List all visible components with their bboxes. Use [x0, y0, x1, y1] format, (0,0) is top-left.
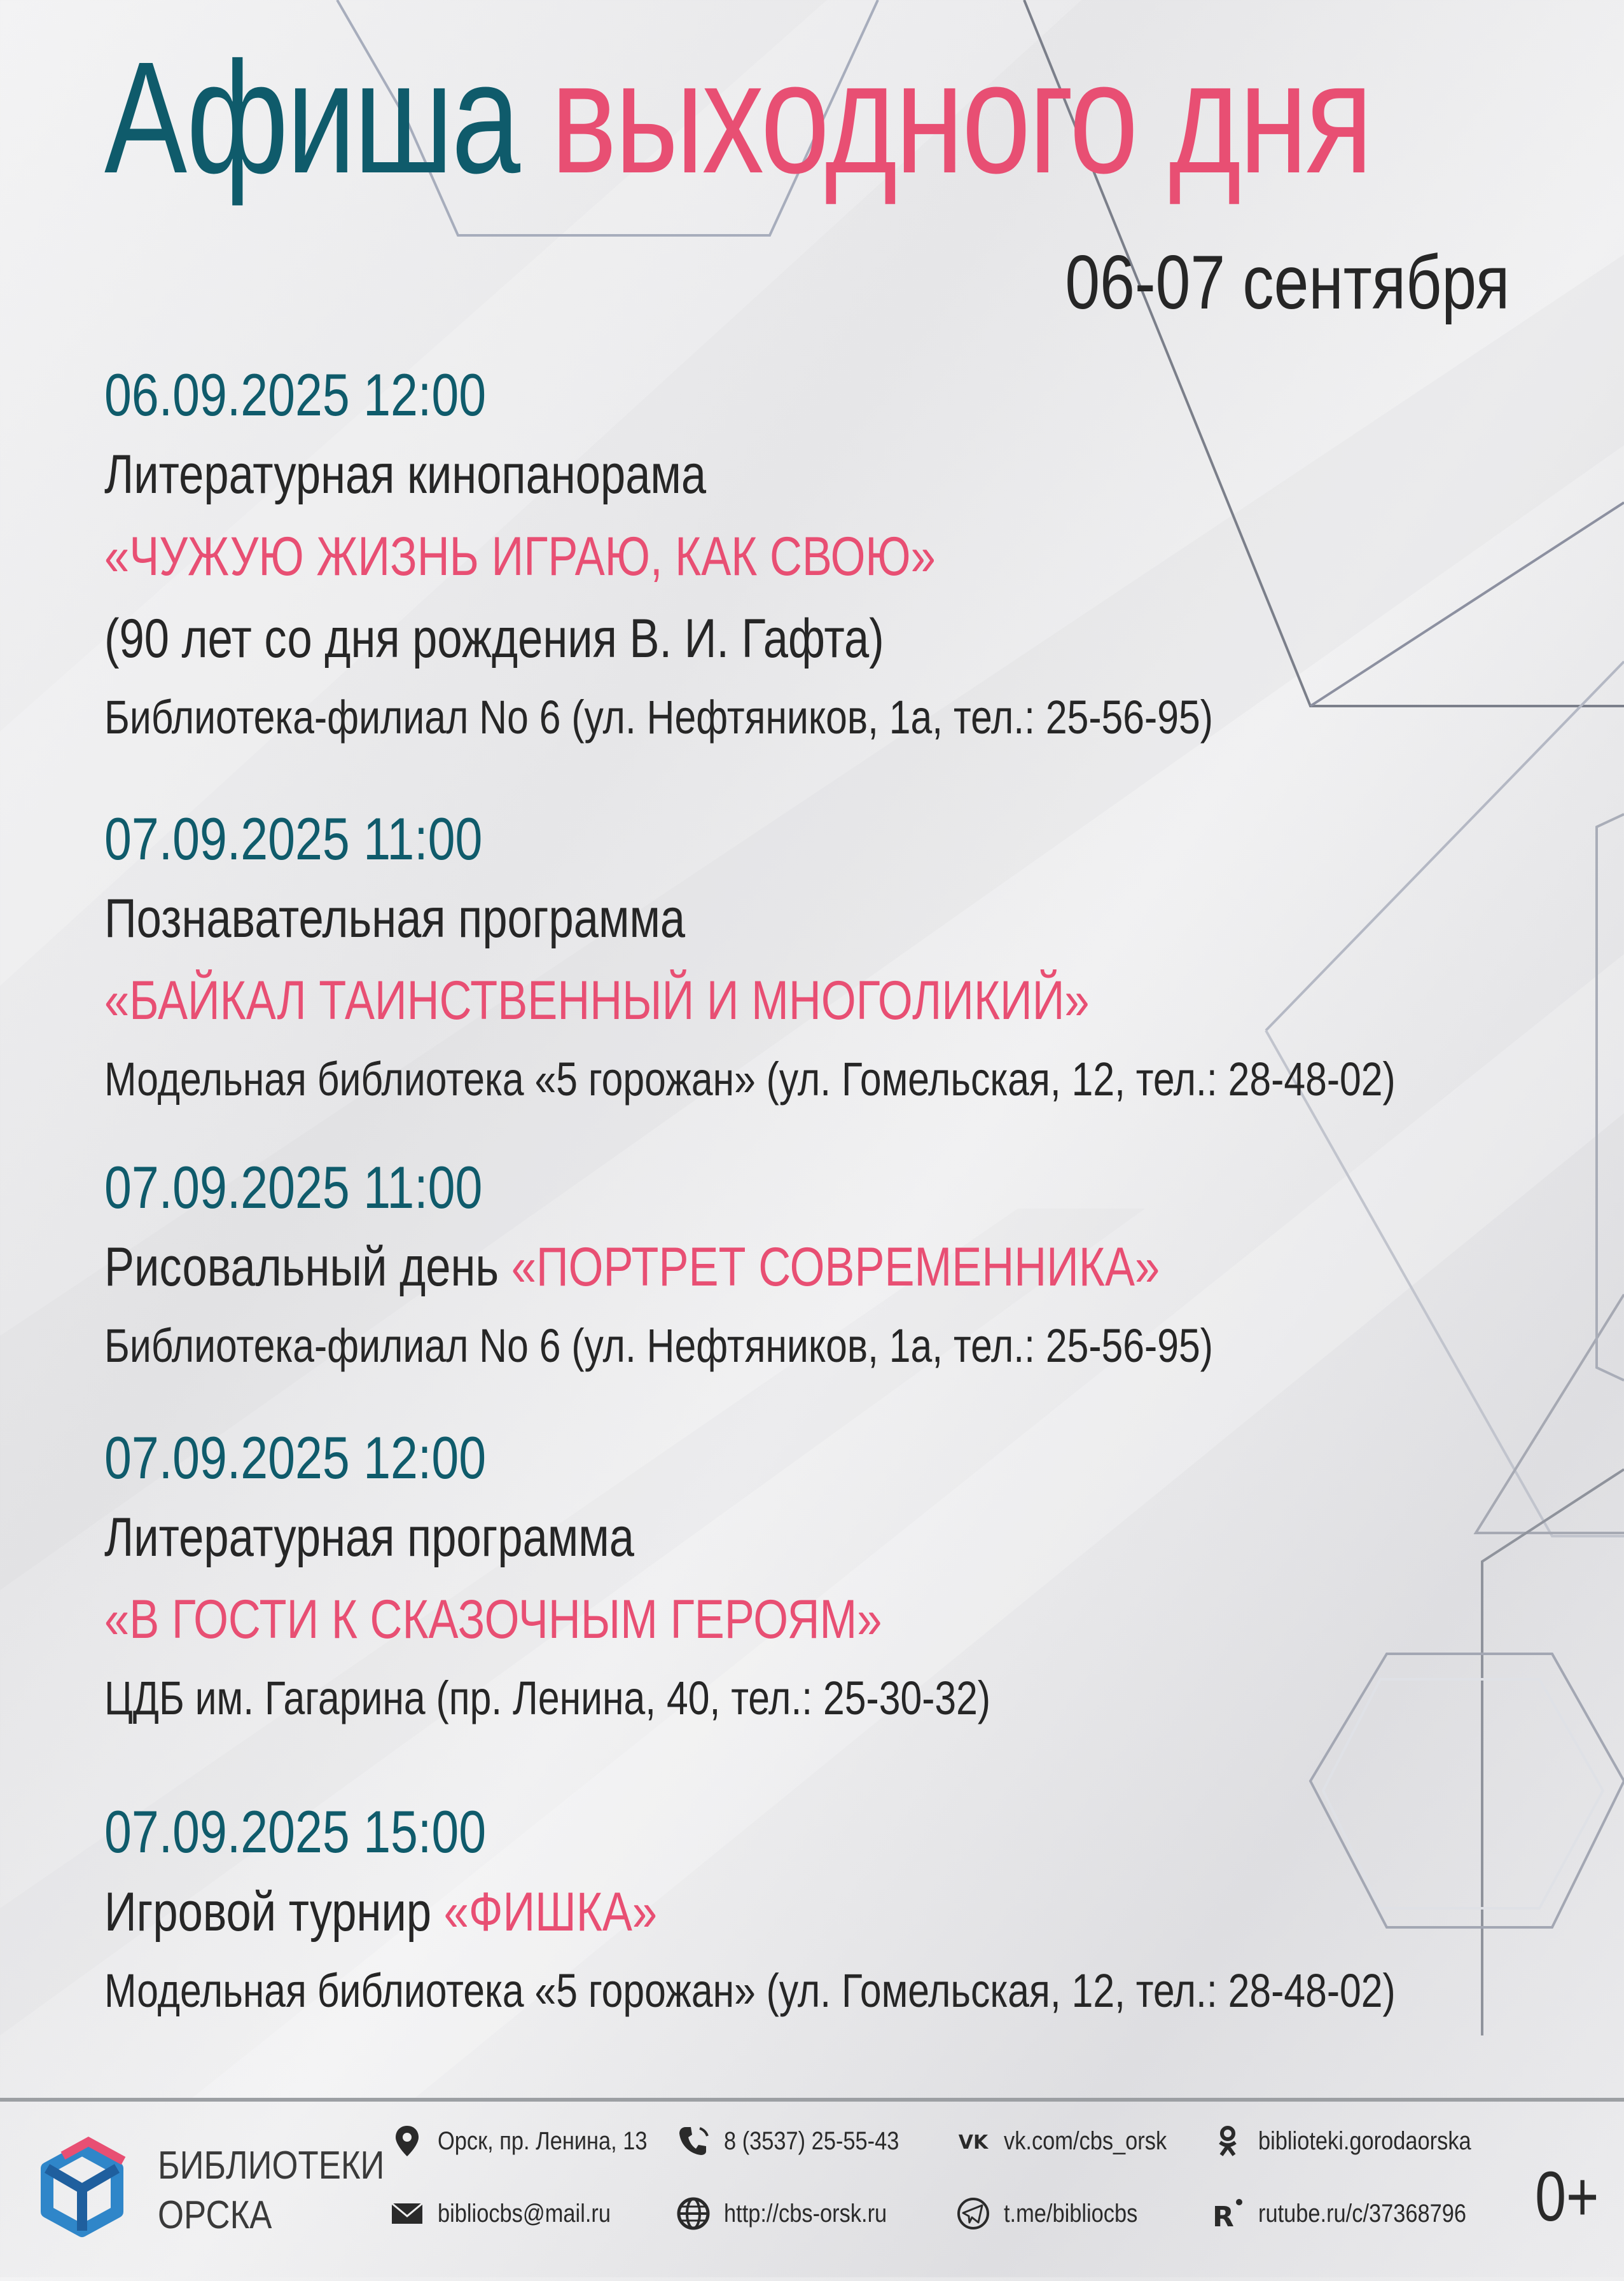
- address-text: Орск, пр. Ленина, 13: [438, 2126, 648, 2155]
- age-rating-badge: 0+: [1534, 2158, 1599, 2236]
- event-address: Библиотека-филиал No 6 (ул. Нефтяников, 1а, тел.: 25-56-95): [104, 1319, 1213, 1373]
- event-item: [104, 800, 1624, 1118]
- event-item: [104, 1149, 1624, 1384]
- footer-website[interactable]: [674, 2188, 913, 2239]
- title-part-afisha: Афиша: [104, 29, 518, 206]
- event-item: [104, 356, 1624, 756]
- telegram-text: t.me/bibliocbs: [1004, 2199, 1138, 2228]
- event-type-title-line: [104, 1226, 1396, 1308]
- website-text: http://cbs-orsk.ru: [724, 2199, 887, 2228]
- event-title: «БАЙКАЛ ТАИНСТВЕННЫЙ И МНОГОЛИКИЙ»: [104, 969, 1090, 1031]
- date-range: 06-07 сентября: [1065, 240, 1509, 325]
- phone-icon: [674, 2122, 712, 2160]
- event-datetime: 07.09.2025 15:00: [104, 1798, 487, 1866]
- vk-text: vk.com/cbs_orsk: [1004, 2126, 1167, 2155]
- footer-address: [388, 2116, 681, 2167]
- event-address: Модельная библиотека «5 горожан» (ул. Гомельская, 12, тел.: 28-48-02): [104, 1052, 1396, 1106]
- event-datetime: 07.09.2025 11:00: [104, 1154, 483, 1221]
- event-datetime: 07.09.2025 12:00: [104, 1424, 487, 1491]
- poster-title: [104, 29, 1371, 206]
- event-datetime: 06.09.2025 12:00: [104, 361, 487, 428]
- org-line-1: БИБЛИОТЕКИ: [158, 2144, 385, 2187]
- event-type: Игровой турнир: [104, 1881, 432, 1943]
- phone-text: 8 (3537) 25-55-43: [724, 2126, 899, 2155]
- location-pin-icon: [388, 2122, 426, 2160]
- footer-phone[interactable]: [674, 2116, 927, 2167]
- event-title: «ФИШКА»: [443, 1881, 658, 1943]
- footer-email[interactable]: [388, 2188, 639, 2239]
- globe-icon: [674, 2194, 712, 2233]
- event-item: [104, 1793, 1624, 2028]
- event-type: Познавательная программа: [104, 887, 686, 949]
- rutube-text: rutube.ru/c/37368796: [1258, 2199, 1467, 2228]
- event-note: (90 лет со дня рождения В. И. Гафта): [104, 608, 884, 670]
- event-title: «ЧУЖУЮ ЖИЗНЬ ИГРАЮ, КАК СВОЮ»: [104, 526, 936, 588]
- footer-telegram-link[interactable]: [954, 2188, 1160, 2239]
- mail-icon: [388, 2194, 426, 2233]
- event-type-title-line: [104, 1871, 1396, 1953]
- event-title: «ПОРТРЕТ СОВРЕМЕННИКА»: [511, 1237, 1160, 1298]
- event-type: Рисовальный день: [104, 1237, 499, 1298]
- event-datetime: 07.09.2025 11:00: [104, 805, 483, 872]
- footer-vk-link[interactable]: [954, 2116, 1193, 2167]
- email-text: bibliocbs@mail.ru: [438, 2199, 611, 2228]
- event-type: Литературная программа: [104, 1506, 634, 1568]
- event-address: Библиотека-филиал No 6 (ул. Нефтяников, 1а, тел.: 25-56-95): [104, 691, 1213, 744]
- odnoklassniki-icon: [1209, 2122, 1247, 2160]
- footer-rutube-link[interactable]: [1209, 2188, 1500, 2239]
- footer: [0, 2098, 1624, 2281]
- event-title: «В ГОСТИ К СКАЗОЧНЫМ ГЕРОЯМ»: [104, 1588, 882, 1650]
- organization-name: [158, 2141, 384, 2240]
- title-part-weekend: выходного дня: [550, 29, 1371, 206]
- svg-text:R: R: [1212, 2201, 1234, 2233]
- footer-ok-link[interactable]: [1209, 2116, 1506, 2167]
- event-address: Модельная библиотека «5 горожан» (ул. Гомельская, 12, тел.: 28-48-02): [104, 1964, 1396, 2017]
- svg-text:VK: VK: [958, 2132, 989, 2154]
- rutube-icon: [1209, 2194, 1247, 2233]
- vk-icon: [954, 2122, 992, 2160]
- library-logo-icon: [28, 2137, 136, 2245]
- event-address: ЦДБ им. Гагарина (пр. Ленина, 40, тел.: 25-30-32): [104, 1671, 991, 1724]
- org-line-2: ОРСКА: [158, 2193, 272, 2237]
- events-list: [104, 356, 1624, 2028]
- event-type: Литературная кинопанорама: [104, 444, 707, 506]
- telegram-icon: [954, 2194, 992, 2233]
- event-item: [104, 1419, 1624, 1737]
- ok-text: biblioteki.gorodaorska: [1258, 2126, 1471, 2155]
